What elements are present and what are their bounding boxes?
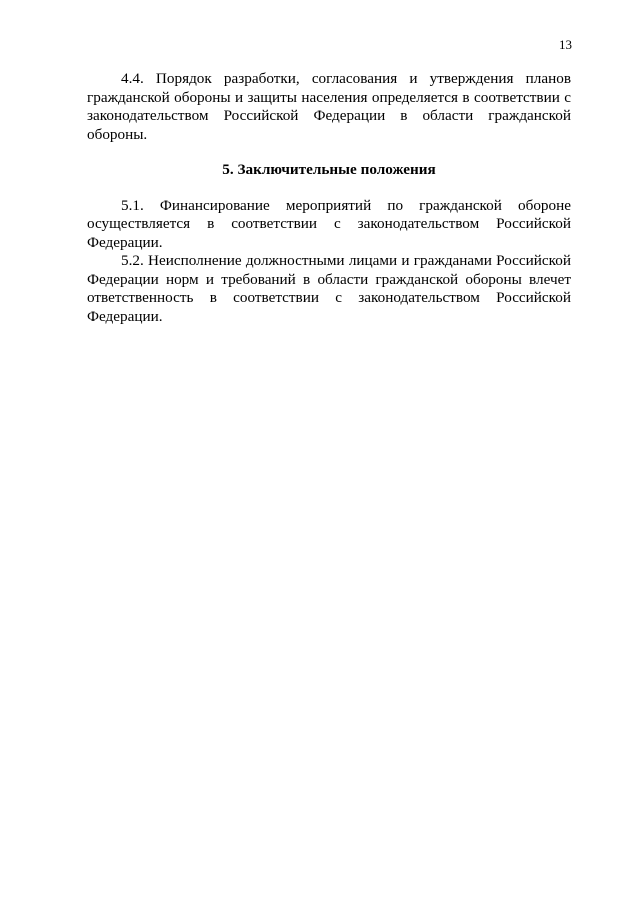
paragraph-4-4: 4.4. Порядок разработки, согласования и утверждения планов гражданской обороны и защиты населения определяется в соответствии с законодательством Российской Федерации в области гражданской обороны. bbox=[87, 70, 571, 143]
paragraph-5-1: 5.1. Финансирование мероприятий по гражданской обороне осуществляется в соответствии с законодательством Российской Федерации. bbox=[87, 196, 571, 251]
document-body bbox=[87, 70, 571, 326]
page-number: 13 bbox=[559, 37, 572, 52]
paragraph-5-2: 5.2. Неисполнение должностными лицами и гражданами Российской Федерации норм и требований в области гражданской обороны влечет ответственность в соответствии с законодательством Российской Федерации. bbox=[87, 252, 571, 325]
section-heading-5: 5. Заключительные положения bbox=[222, 161, 436, 178]
